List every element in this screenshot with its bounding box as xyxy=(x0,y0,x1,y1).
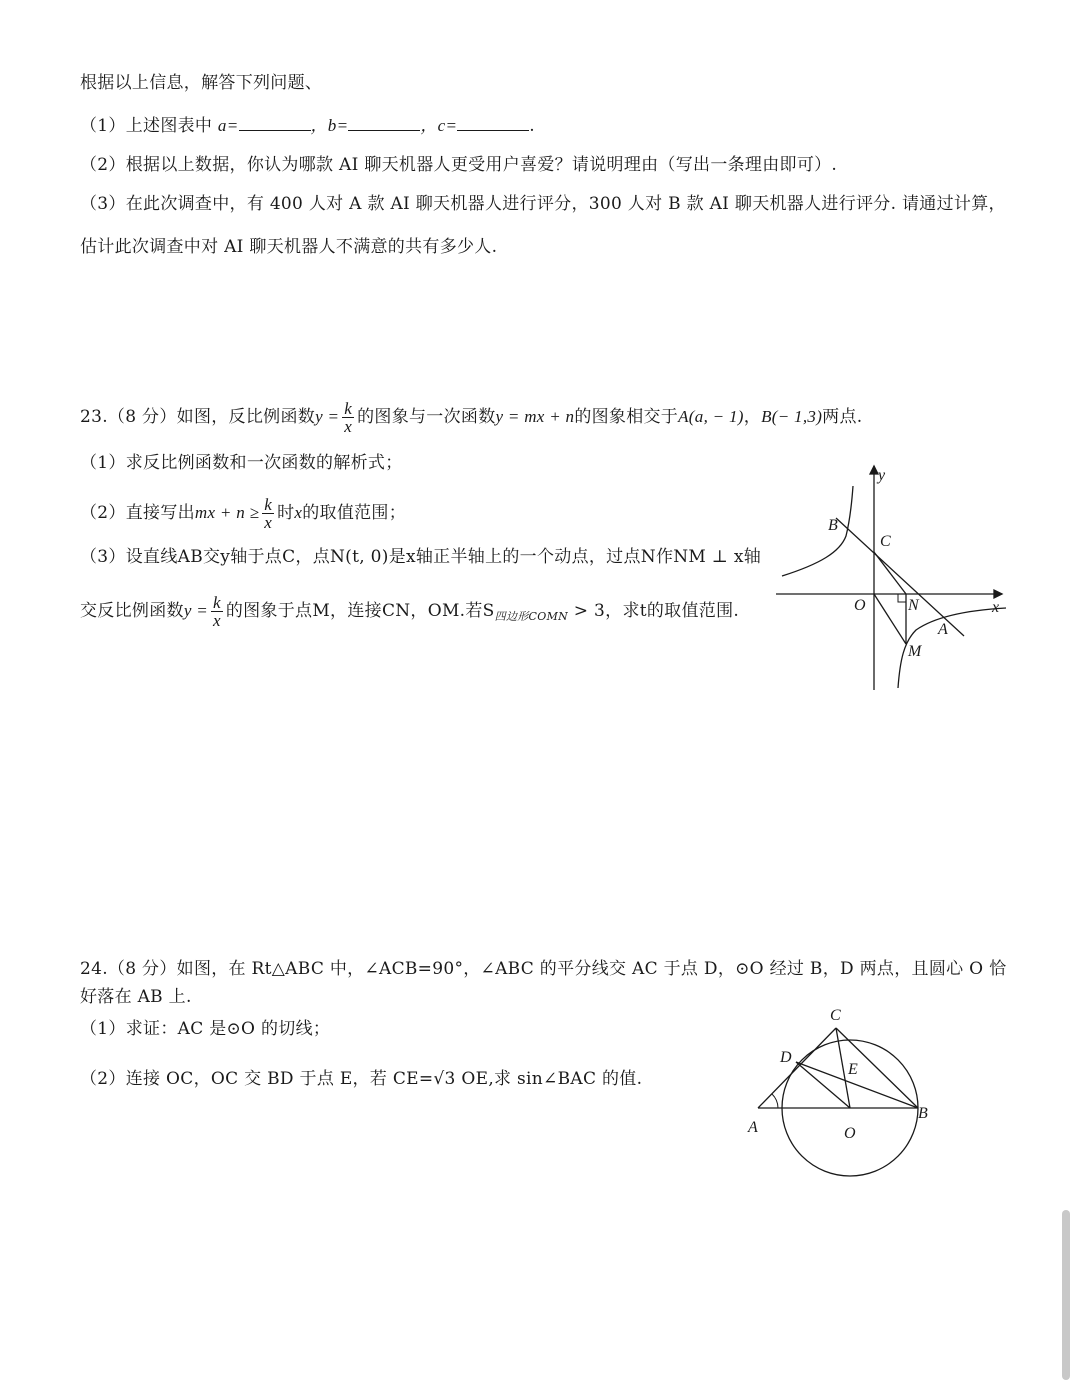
label-c: C xyxy=(880,533,891,550)
q24-p1: （1）求证：AC 是⊙O 的切线； xyxy=(80,1019,331,1039)
q23-point-a: A(a, − 1) xyxy=(678,407,744,426)
label-d: D xyxy=(780,1049,792,1066)
intro-line: 根据以上信息，解答下列问题、 xyxy=(80,73,323,93)
intro-q1 xyxy=(80,114,535,137)
label-x: x xyxy=(992,599,1000,616)
q24-figure xyxy=(740,1000,940,1185)
q23-p3-sub: 四边形COMN xyxy=(494,610,569,623)
q23-stem-c: 的图象相交于 xyxy=(574,407,679,427)
blank-c[interactable] xyxy=(457,114,529,131)
q23-p2-ineq: mx + n ≥ xyxy=(194,503,260,522)
q23-p3-b: 的图象于点M，连接CN，OM.若S xyxy=(225,601,495,621)
label-b: B xyxy=(828,517,838,534)
label-a: A xyxy=(938,621,948,638)
q24-p2-a: （2）连接 OC，OC 交 BD 于点 E，若 CE= xyxy=(80,1069,434,1089)
frac-den: x xyxy=(264,513,273,532)
frac-num: k xyxy=(344,399,353,418)
label-o: O xyxy=(854,597,866,614)
q23-p3-y-eq: y = xyxy=(183,601,208,620)
q23-p3-c: > 3，求t的取值范围. xyxy=(568,601,740,621)
q23-stem xyxy=(80,400,862,435)
q23-p2 xyxy=(80,496,406,531)
q23-p3-line2 xyxy=(80,594,739,629)
q24-line2: 好落在 AB 上. xyxy=(80,987,192,1007)
segment-od xyxy=(796,1062,850,1108)
q23-p2-x: x xyxy=(294,503,303,522)
label-o: O xyxy=(844,1125,856,1142)
q24-line1: 24.（8 分）如图，在 Rt△ABC 中，∠ACB=90°，∠ABC 的平分线交 AC 于点 D，⊙O 经过 B，D 两点，且圆心 O 恰 xyxy=(80,959,1007,979)
x-axis-arrow xyxy=(994,590,1002,598)
q23-point-b: B(− 1,3) xyxy=(761,407,823,426)
q23-p3-a: 交反比例函数 xyxy=(80,601,184,621)
blank-b[interactable] xyxy=(348,114,420,131)
segment-cn xyxy=(874,552,906,594)
q23-sep: ， xyxy=(743,407,762,427)
intro-q1-c-label: ，c= xyxy=(420,116,458,135)
q23-figure xyxy=(770,460,1010,695)
segment-ac xyxy=(758,1028,836,1108)
angle-arc-a xyxy=(772,1094,778,1108)
q23-p2-b: 时 xyxy=(277,503,295,523)
q23-p2-a: （2）直接写出 xyxy=(80,503,195,523)
intro-q1-prefix: （1）上述图表中 xyxy=(80,116,218,136)
q24-p2-b: OE,求 sin∠BAC 的值. xyxy=(455,1069,643,1089)
q23-frac xyxy=(342,400,354,435)
q24-p2 xyxy=(80,1068,642,1090)
label-c: C xyxy=(830,1007,841,1024)
intro-q1-b-label: ，b= xyxy=(310,116,349,135)
frac-num: k xyxy=(264,495,273,514)
scrollbar[interactable] xyxy=(1062,1210,1070,1380)
label-b: B xyxy=(918,1105,928,1122)
intro-q1-end: . xyxy=(529,116,536,136)
q23-stem-d: 两点. xyxy=(822,407,863,427)
intro-q3-line1: （3）在此次调查中，有 400 人对 A 款 AI 聊天机器人进行评分，300 人对 B 款 AI 聊天机器人进行评分. 请通过计算， xyxy=(80,194,1006,214)
q23-p1: （1）求反比例函数和一次函数的解析式； xyxy=(80,453,403,473)
label-e: E xyxy=(848,1061,858,1078)
blank-a[interactable] xyxy=(239,114,311,131)
q23-stem-a: 23.（8 分）如图，反比例函数 xyxy=(80,407,316,427)
intro-q2: （2）根据以上数据，你认为哪款 AI 聊天机器人更受用户喜爱？请说明理由（写出一条理由即可）. xyxy=(80,155,838,175)
y-axis-arrow xyxy=(870,466,878,474)
frac-num: k xyxy=(212,593,221,612)
frac-den: x xyxy=(212,611,221,630)
q23-linear: y = mx + n xyxy=(495,407,575,426)
q23-p2-frac xyxy=(262,496,274,531)
q23-p3-frac xyxy=(211,594,223,629)
right-angle-mark xyxy=(898,594,906,602)
q23-p2-c: 的取值范围； xyxy=(302,503,407,523)
q23-stem-b: 的图象与一次函数 xyxy=(357,407,496,427)
label-n: N xyxy=(908,597,919,614)
intro-q3-line2: 估计此次调查中对 AI 聊天机器人不满意的共有多少人. xyxy=(80,237,498,257)
intro-q1-a-label: a= xyxy=(217,116,239,135)
q23-y-eq: y = xyxy=(315,407,340,426)
q23-p3-line1: （3）设直线AB交y轴于点C，点N(t, 0)是x轴正半轴上的一个动点，过点N作NM ⊥ x轴 xyxy=(80,547,762,567)
label-a: A xyxy=(748,1119,758,1136)
line-ab xyxy=(836,518,964,636)
label-m: M xyxy=(908,643,922,660)
q24-sqrt: √3 xyxy=(433,1069,456,1089)
label-y: y xyxy=(878,467,886,484)
frac-den: x xyxy=(344,417,353,436)
hyperbola-branch-left xyxy=(782,486,853,576)
